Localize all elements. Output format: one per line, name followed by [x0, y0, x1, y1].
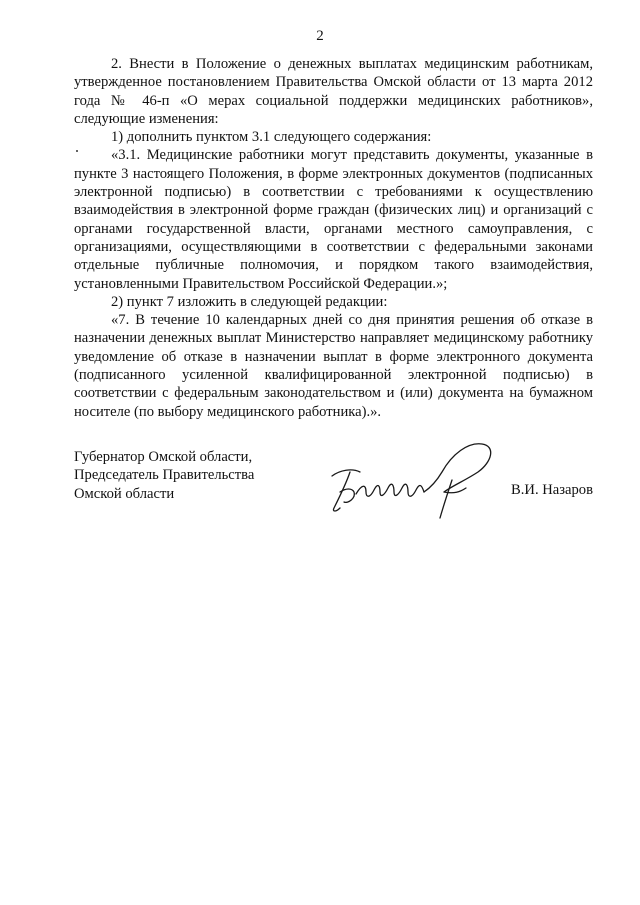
signatory-position-line: Председатель Правительства — [74, 467, 255, 484]
signatory-position — [74, 448, 254, 503]
paragraph-quote-3-1: «3.1. Медицинские работники могут представить документы, указанные в пункте 3 настоящего Положения, в форме электронных документов (подписанных электронной подписью) в соответствии с требованиями к осуществлению взаимодействия в электронной форме граждан (физических лиц) и организаций с органами государственной власти, органами местного самоуправления, с организациями, осуществляющими в соответствии с федеральными законами отдельные публичные полномочия, и порядком такого взаимодействия, установленными Правительством Российской Федерации.»; — [74, 147, 593, 292]
handwritten-signature — [320, 432, 510, 522]
signatory-position-line: Губернатор Омской области, — [74, 449, 253, 465]
paragraph-subitem-2: 2) пункт 7 изложить в следующей редакции: — [111, 293, 388, 310]
paragraph-quote-7: «7. В течение 10 календарных дней со дня принятия решения об отказе в назначении денежных выплат Министерство направляет медицинскому работнику уведомление об отказе в назначении выплат в форме электронного документа (подписанного усиленной квалифицированной электронной подписью) в соответствии с федеральным законодательством и (или) документа на бумажном носителе (по выбору медицинского работника).». — [74, 312, 593, 420]
page-number: 2 — [316, 28, 324, 44]
paragraph-item-2: 2. Внести в Положение о денежных выплатах медицинским работникам, утвержденное постановлением Правительства Омской области от 13 марта 2012 года № 46-п «О мерах социальной поддержки медицинских работников», следующие изменения: — [74, 56, 593, 127]
scan-mark — [76, 150, 78, 152]
signatory-name: В.И. Назаров — [511, 482, 593, 498]
document-body — [74, 55, 593, 421]
paragraph-subitem-1: 1) дополнить пунктом 3.1 следующего содержания: — [111, 129, 432, 146]
signatory-position-line: Омской области — [74, 485, 175, 502]
